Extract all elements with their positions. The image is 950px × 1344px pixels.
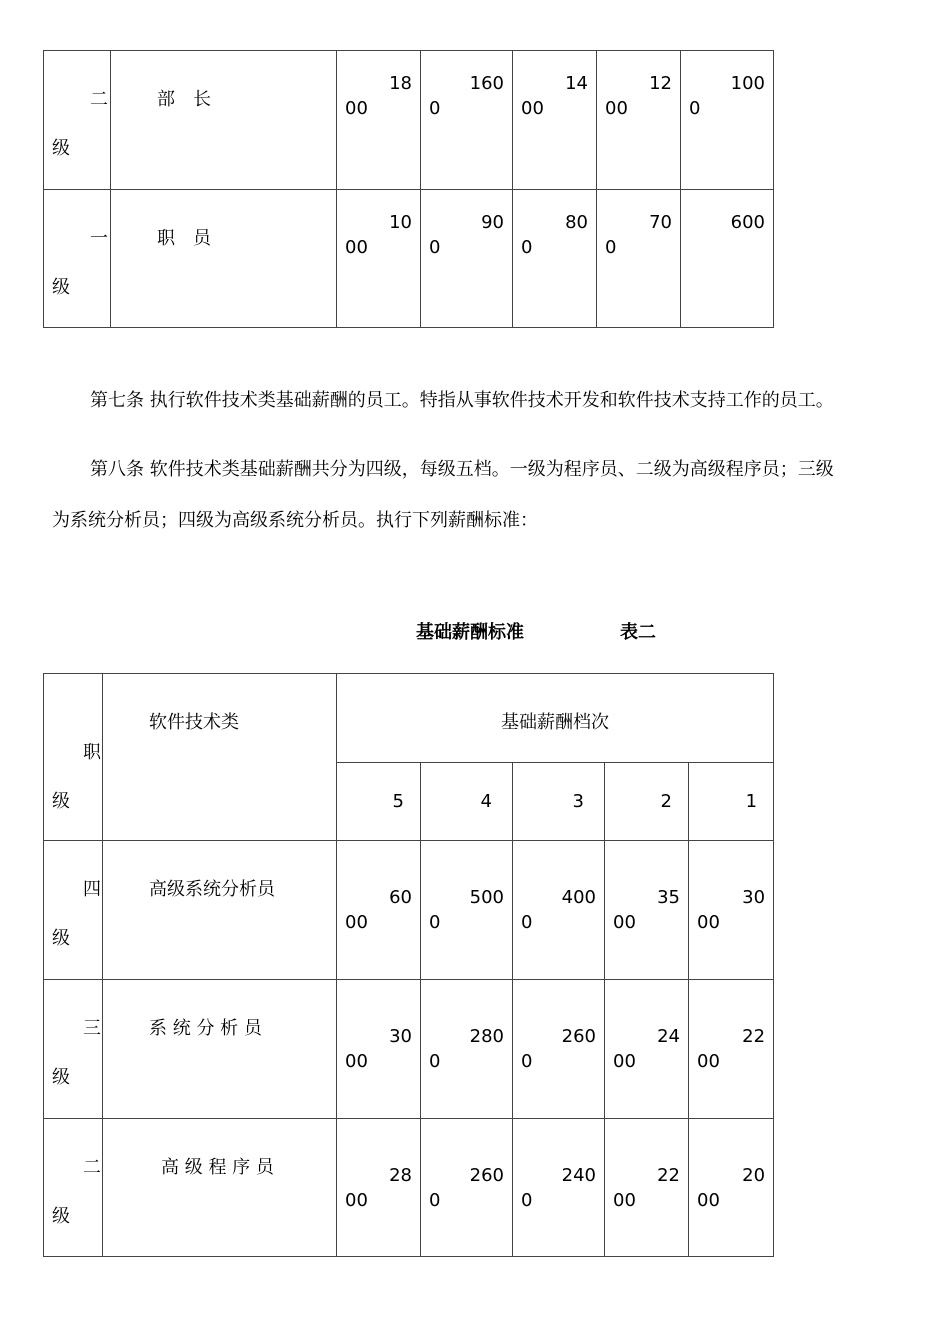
value-part: 0 bbox=[429, 237, 441, 258]
grade-number: 3 bbox=[572, 791, 584, 812]
value-part: 0 bbox=[429, 912, 441, 933]
grade-header: 基础薪酬档次 bbox=[501, 712, 610, 733]
table-row bbox=[44, 980, 774, 1119]
table-row bbox=[44, 841, 774, 980]
article-8-line-2: 为系统分析员；四级为高级系统分析员。执行下列薪酬标准： bbox=[52, 510, 538, 531]
value-cell bbox=[605, 841, 689, 980]
value-part: 0 bbox=[521, 912, 533, 933]
value-part: 280 bbox=[469, 1026, 504, 1047]
level-cell bbox=[44, 841, 103, 980]
value-cell bbox=[513, 980, 605, 1119]
value-cell bbox=[337, 980, 421, 1119]
value-part: 70 bbox=[649, 212, 672, 233]
level-cell bbox=[44, 190, 111, 328]
value-part: 30 bbox=[389, 1026, 412, 1047]
value-part: 18 bbox=[389, 73, 412, 94]
value-part: 0 bbox=[429, 1190, 441, 1211]
value-part: 600 bbox=[730, 212, 765, 233]
value-part: 400 bbox=[561, 887, 596, 908]
grade-cell bbox=[421, 763, 513, 841]
title-cell bbox=[103, 841, 337, 980]
value-part: 160 bbox=[469, 73, 504, 94]
value-cell bbox=[513, 51, 597, 190]
value-part: 00 bbox=[345, 1190, 368, 1211]
value-part: 00 bbox=[345, 98, 368, 119]
value-part: 00 bbox=[345, 237, 368, 258]
value-part: 22 bbox=[657, 1165, 680, 1186]
level-suffix: 级 bbox=[52, 1067, 70, 1088]
category-header-cell bbox=[103, 674, 337, 841]
salary-table-1 bbox=[43, 50, 774, 328]
title-cell bbox=[111, 51, 337, 190]
level-header-bottom: 级 bbox=[52, 791, 70, 812]
value-cell bbox=[689, 980, 774, 1119]
grade-number: 2 bbox=[660, 791, 672, 812]
value-part: 22 bbox=[742, 1026, 766, 1047]
value-cell bbox=[597, 51, 681, 190]
value-cell bbox=[689, 841, 774, 980]
level-suffix: 级 bbox=[52, 928, 70, 949]
table-caption-title: 基础薪酬标准 bbox=[416, 622, 524, 643]
grade-number: 1 bbox=[745, 791, 758, 812]
value-cell bbox=[689, 1119, 774, 1257]
value-part: 00 bbox=[697, 912, 720, 933]
position-title: 高级系统分析员 bbox=[149, 879, 275, 900]
value-cell bbox=[421, 1119, 513, 1257]
table-row bbox=[44, 190, 774, 328]
value-part: 12 bbox=[649, 73, 672, 94]
value-cell bbox=[513, 841, 605, 980]
value-part: 0 bbox=[605, 237, 617, 258]
value-cell bbox=[605, 1119, 689, 1257]
value-cell bbox=[337, 841, 421, 980]
value-part: 28 bbox=[389, 1165, 412, 1186]
title-cell bbox=[103, 980, 337, 1119]
level-suffix: 级 bbox=[52, 277, 70, 298]
value-cell bbox=[337, 1119, 421, 1257]
level-number: 二 bbox=[83, 1157, 101, 1178]
value-part: 14 bbox=[565, 73, 588, 94]
value-cell bbox=[337, 51, 421, 190]
position-title: 部 长 bbox=[157, 89, 211, 110]
level-header-top: 职 bbox=[83, 742, 101, 763]
value-part: 00 bbox=[613, 1190, 636, 1211]
grade-header-cell bbox=[337, 674, 774, 763]
value-cell bbox=[421, 190, 513, 328]
value-part: 00 bbox=[521, 98, 544, 119]
value-part: 240 bbox=[561, 1165, 596, 1186]
level-cell bbox=[44, 980, 103, 1119]
grade-number: 4 bbox=[480, 791, 492, 812]
title-cell bbox=[111, 190, 337, 328]
salary-table-2 bbox=[43, 673, 774, 1257]
value-part: 0 bbox=[689, 98, 701, 119]
value-part: 60 bbox=[389, 887, 412, 908]
value-part: 20 bbox=[742, 1165, 766, 1186]
value-part: 0 bbox=[521, 1051, 533, 1072]
article-7-text: 第七条 执行软件技术类基础薪酬的员工。特指从事软件技术开发和软件技术支持工作的员工。 bbox=[90, 390, 834, 411]
grade-number: 5 bbox=[392, 791, 404, 812]
article-8-line-1: 第八条 软件技术类基础薪酬共分为四级，每级五档。一级为程序员、二级为高级程序员；三级 bbox=[90, 459, 834, 480]
value-part: 00 bbox=[345, 1051, 368, 1072]
level-suffix: 级 bbox=[52, 1206, 70, 1227]
header-row bbox=[44, 674, 774, 763]
level-header-cell bbox=[44, 674, 103, 841]
value-part: 0 bbox=[521, 237, 533, 258]
value-part: 0 bbox=[429, 98, 441, 119]
grade-cell bbox=[337, 763, 421, 841]
grade-cell bbox=[605, 763, 689, 841]
value-part: 90 bbox=[481, 212, 504, 233]
value-cell bbox=[337, 190, 421, 328]
level-number: 三 bbox=[83, 1018, 101, 1039]
grade-cell bbox=[689, 763, 774, 841]
value-part: 00 bbox=[605, 98, 628, 119]
position-title: 高 级 程 序 员 bbox=[161, 1157, 274, 1178]
level-suffix: 级 bbox=[52, 138, 70, 159]
table-caption-number: 表二 bbox=[620, 622, 656, 643]
value-cell bbox=[513, 1119, 605, 1257]
value-part: 80 bbox=[565, 212, 588, 233]
value-part: 500 bbox=[469, 887, 504, 908]
value-part: 00 bbox=[613, 912, 636, 933]
value-cell bbox=[681, 51, 774, 190]
value-part: 0 bbox=[429, 1051, 441, 1072]
value-part: 35 bbox=[657, 887, 680, 908]
value-cell bbox=[681, 190, 774, 328]
value-part: 0 bbox=[521, 1190, 533, 1211]
category-header: 软件技术类 bbox=[149, 712, 239, 733]
position-title: 系 统 分 析 员 bbox=[149, 1018, 262, 1039]
value-cell bbox=[597, 190, 681, 328]
value-cell bbox=[605, 980, 689, 1119]
value-part: 10 bbox=[389, 212, 412, 233]
value-part: 00 bbox=[613, 1051, 636, 1072]
value-cell bbox=[513, 190, 597, 328]
level-cell bbox=[44, 51, 111, 190]
level-number: 一 bbox=[90, 228, 108, 249]
title-cell bbox=[103, 1119, 337, 1257]
value-cell bbox=[421, 980, 513, 1119]
value-part: 30 bbox=[742, 887, 766, 908]
value-part: 260 bbox=[469, 1165, 504, 1186]
table-row bbox=[44, 51, 774, 190]
level-number: 二 bbox=[90, 89, 108, 110]
value-part: 00 bbox=[697, 1051, 720, 1072]
position-title: 职 员 bbox=[157, 228, 211, 249]
grade-cell bbox=[513, 763, 605, 841]
value-part: 00 bbox=[345, 912, 368, 933]
level-cell bbox=[44, 1119, 103, 1257]
value-cell bbox=[421, 51, 513, 190]
value-part: 260 bbox=[561, 1026, 596, 1047]
value-part: 24 bbox=[657, 1026, 680, 1047]
value-part: 100 bbox=[730, 73, 765, 94]
value-cell bbox=[421, 841, 513, 980]
table-row bbox=[44, 1119, 774, 1257]
level-number: 四 bbox=[83, 879, 101, 900]
value-part: 00 bbox=[697, 1190, 720, 1211]
